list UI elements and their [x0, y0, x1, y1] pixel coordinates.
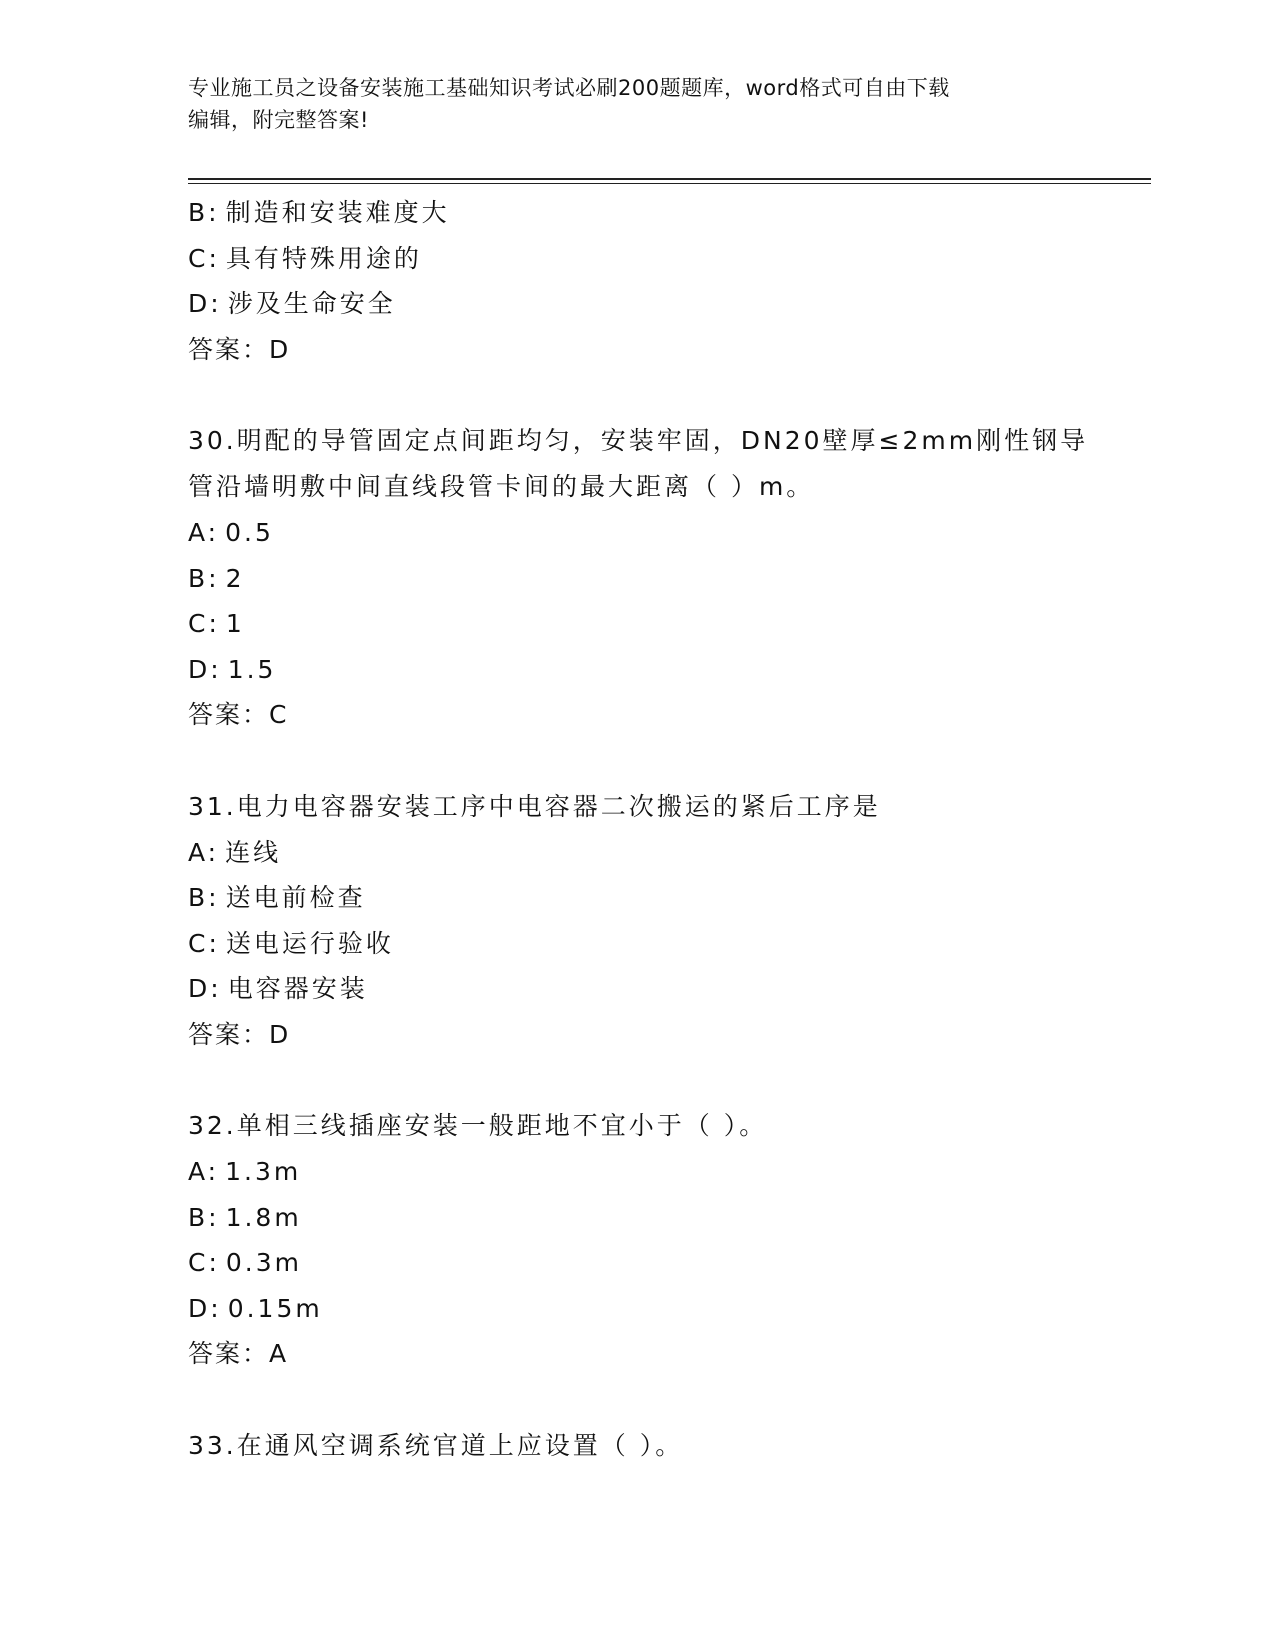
option-c [188, 236, 1108, 282]
option-letter: D: [188, 654, 222, 684]
option-b [188, 190, 1108, 236]
answer-label: 答案： [188, 700, 270, 729]
option-letter: C: [188, 243, 220, 273]
option-text: 1.8m [225, 1202, 302, 1232]
question-stem: 33.在通风空调系统官道上应设置（ ）。 [188, 1430, 684, 1460]
option-text: 送电运行验收 [225, 928, 394, 958]
option-d [188, 281, 1108, 327]
option-text: 0.5 [225, 518, 274, 547]
option-letter: B: [188, 563, 220, 593]
header-title-line-1: 专业施工员之设备安装施工基础知识考试必刷200题题库，word格式可自由下载 [188, 76, 950, 100]
option-b [188, 1195, 1108, 1241]
option-letter: A: [188, 518, 220, 547]
option-text: 1.5 [227, 654, 277, 684]
option-text: 1.3m [225, 1157, 302, 1186]
answer-value: D [269, 1019, 291, 1049]
option-text: 0.3m [225, 1248, 303, 1277]
option-b [188, 556, 1108, 602]
option-text: 1 [225, 609, 245, 638]
option-c [188, 1240, 1108, 1286]
header-title-line-2: 编辑，附完整答案! [188, 108, 369, 132]
option-c [188, 601, 1108, 647]
option-letter: D: [188, 289, 222, 318]
option-text: 制造和安装难度大 [225, 198, 450, 227]
option-letter: D: [188, 1293, 222, 1323]
option-d [188, 647, 1108, 693]
option-letter: A: [188, 837, 220, 867]
option-text: 电容器安装 [227, 974, 368, 1003]
question-31 [188, 784, 1108, 1058]
header-divider-thick [188, 178, 1151, 180]
question-stem: 31.电力电容器安装工序中电容器二次搬运的紧后工序是 [188, 791, 881, 821]
option-letter: B: [188, 883, 220, 912]
answer-value: A [269, 1339, 289, 1368]
option-d [188, 1286, 1108, 1332]
answer-value: D [269, 334, 291, 364]
question-32 [188, 1103, 1108, 1377]
option-letter: C: [188, 1248, 220, 1277]
option-a [188, 830, 1108, 876]
answer-line [188, 1012, 1108, 1058]
option-letter: A: [188, 1157, 220, 1186]
option-b [188, 875, 1108, 921]
option-a [188, 1149, 1108, 1195]
option-d [188, 966, 1108, 1012]
option-text: 连线 [225, 837, 282, 867]
answer-line [188, 1331, 1108, 1377]
question-list [188, 190, 1108, 1469]
question-29-continued [188, 190, 1108, 372]
question-stem: 30.明配的导管固定点间距均匀，安装牢固，DN20壁厚≤2mm刚性钢导管沿墙明敷中间直线段管卡间的最大距离（ ）m。 [188, 426, 1089, 501]
option-letter: B: [188, 198, 220, 227]
option-letter: D: [188, 974, 222, 1003]
answer-label: 答案： [188, 1339, 270, 1368]
option-letter: B: [188, 1202, 220, 1232]
option-a [188, 510, 1108, 556]
option-text: 2 [225, 563, 245, 593]
answer-line [188, 327, 1108, 373]
answer-label: 答案： [188, 1019, 270, 1049]
option-letter: C: [188, 928, 220, 958]
option-letter: C: [188, 609, 220, 638]
option-text: 0.15m [227, 1293, 323, 1323]
question-33 [188, 1423, 1108, 1469]
document-header [188, 72, 1088, 136]
option-text: 送电前检查 [225, 883, 366, 912]
option-text: 涉及生命安全 [227, 289, 396, 318]
question-30 [188, 418, 1108, 738]
header-divider-thin [188, 183, 1151, 184]
question-stem: 32.单相三线插座安装一般距地不宜小于（ ）。 [188, 1111, 768, 1140]
option-text: 具有特殊用途的 [225, 243, 422, 273]
option-c [188, 921, 1108, 967]
answer-value: C [269, 700, 289, 729]
answer-label: 答案： [188, 334, 270, 364]
answer-line [188, 692, 1108, 738]
